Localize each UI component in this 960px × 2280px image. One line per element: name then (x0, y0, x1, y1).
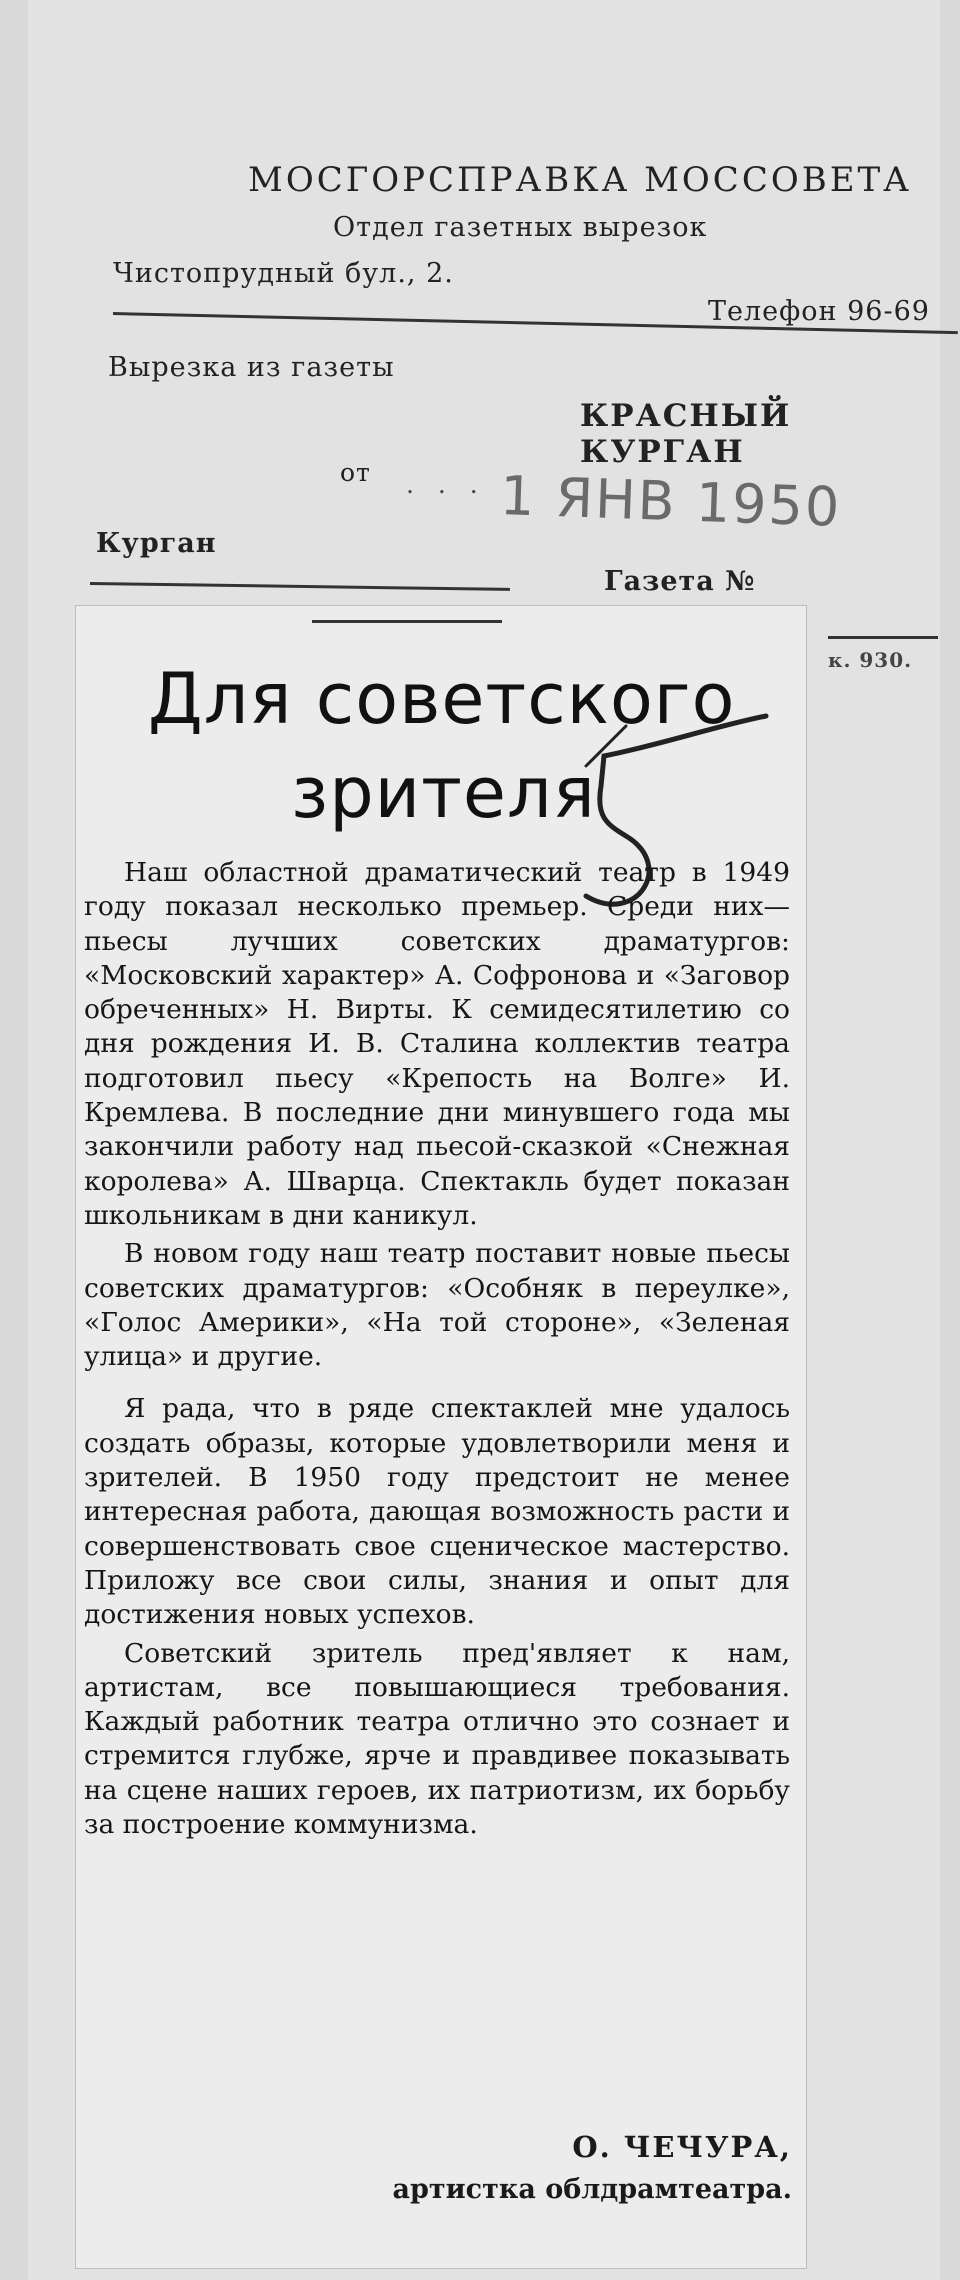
date-label: от (340, 458, 371, 487)
article-body (84, 856, 790, 1842)
cutting-label: Вырезка из газеты (108, 352, 395, 383)
article-paragraph-4: Советский зритель пред'являет к нам, артистам, все повышающиеся требования. Каждый работник театра отлично это сознает и стремится глубже, ярче и правдивее показывать на сцене наших героев, их патриотизм, их борьбу за построение коммунизма. (84, 1637, 790, 1841)
article-paragraph-2: В новом году наш театр поставит новые пьесы советских драматургов: «Особняк в переулке», «Голос Америки», «На той стороне», «Зеленая улица» и другие. (84, 1238, 790, 1373)
city-name: Курган (96, 528, 217, 559)
issue-label: Газета № (604, 566, 756, 597)
author-signature: О. ЧЕЧУРА, (572, 2130, 792, 2164)
article-title-line-1: Для советского (148, 658, 736, 740)
phone-number: Телефон 96-69 (708, 296, 930, 327)
date-dots: . . . (406, 470, 486, 499)
newspaper-name: КРАСНЫЙ КУРГАН (580, 398, 792, 470)
article-paragraph-1: Наш областной драматический театр в 1949 году показал несколько премьер. Среди них—пьесы лучших советских драматургов: «Московский характер» А. Софронова и «Заговор обреченных» Н. Вирты. К семидесятилетию со дня рождения И. В. Сталина коллектив театра подготовил пьесу «Крепость на Волге» И. Кремлева. В последние дни минувшего года мы закончили работу над пьесой-сказкой «Снежная королева» А. Шварца. Спектакль будет показан школьникам в дни каникул. (84, 857, 790, 1231)
article-paragraph-3: Я рада, что в ряде спектаклей мне удалось создать образы, которые удовлетворили меня и зрителей. В 1950 году предстоит не менее интересная работа, дающая возможность расти и совершенствовать свое сценическое мастерство. Приложу все свои силы, знания и опыт для достижения новых успехов. (84, 1393, 790, 1631)
newspaper-clipping (76, 606, 806, 2268)
clipping-top-rule (312, 620, 502, 623)
city-divider (90, 582, 510, 591)
author-role: артистка облдрамтеатра. (392, 2174, 792, 2205)
side-number: к. 930. (828, 648, 913, 672)
department-name: Отдел газетных вырезок (333, 212, 708, 243)
date-stamp: 1 ЯНВ 1950 (499, 464, 843, 539)
organization-name: МОСГОРСПРАВКА МОССОВЕТА (248, 160, 912, 200)
side-divider (828, 636, 938, 639)
address: Чистопрудный бул., 2. (113, 258, 454, 289)
article-title-line-2: зрителя (291, 752, 596, 834)
